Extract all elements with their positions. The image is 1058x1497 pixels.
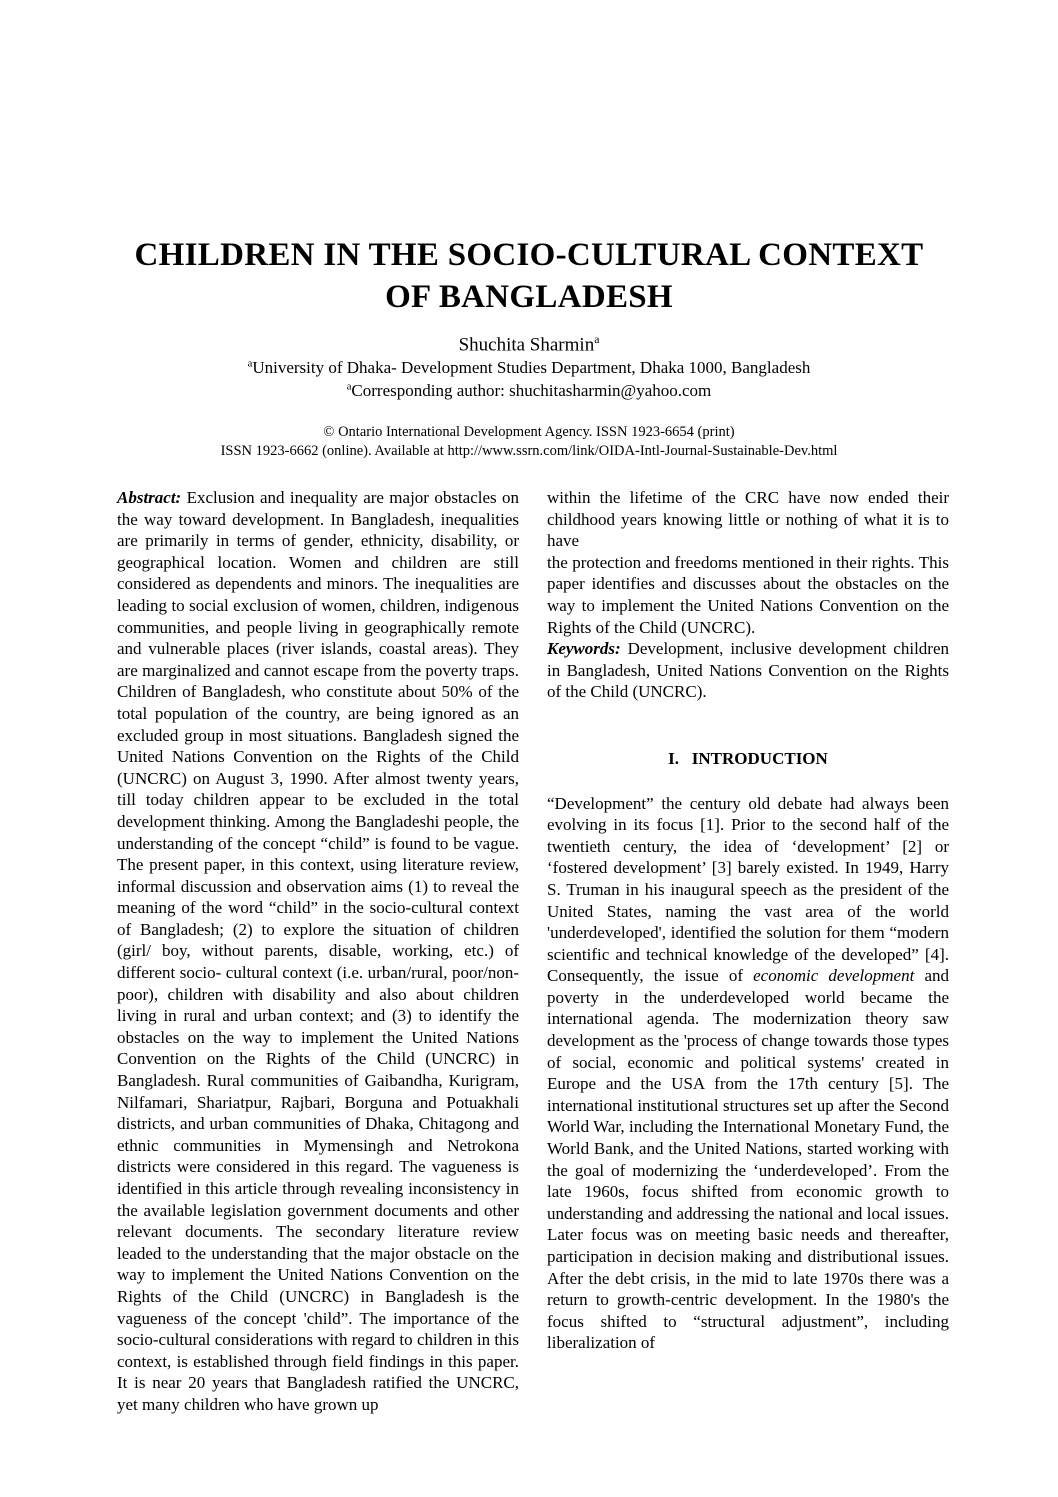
left-column — [117, 487, 519, 1416]
publisher-block — [0, 423, 1058, 461]
introduction-italic-phrase: economic development — [753, 966, 915, 986]
author-name: Shuchita Sharmin — [458, 334, 595, 356]
publisher-issn-online-url: ISSN 1923-6662 (online). Available at http://www.ssrn.com/link/OIDA-Intl-Journal-Sustainable-Dev.html — [220, 443, 838, 459]
abstract-paragraph — [117, 487, 519, 1416]
keywords-label: Keywords: — [547, 639, 621, 659]
author-affiliation-mark: a — [594, 333, 600, 346]
introduction-paragraph — [547, 793, 949, 1354]
introduction-text-before-italic: “Development” the century old debate had always been evolving in its focus [1]. Prior to the second half of the twentieth century, the idea of ‘development’ [2] or ‘fostered development’ [3] barely existed. In 1949, Harry S. Truman in his inaugural speech as the president of the United States, naming the vast area of the world 'underdeveloped', identified the solution for them “modern scientific and technical knowledge of the developed” [4]. Consequently, the issue of — [547, 793, 949, 986]
affiliation-line — [0, 358, 1058, 378]
abstract-label: Abstract: — [117, 488, 182, 507]
keywords-text: Development, inclusive development children in Bangladesh, United Nations Convention on the Rights of the Child (UNCRC). — [547, 639, 949, 702]
right-column — [547, 487, 949, 1354]
abstract-text: Exclusion and inequality are major obstacles on the way toward development. In Bangladesh, inequalities are primarily in terms of gender, ethnicity, disability, or geographical location. Women and children are still considered as dependents and minors. The inequalities are leading to social exclusion of women, children, indigenous communities, and people living in geographically remote and vulnerable places (river islands, coastal areas). They are marginalized and cannot escape from the poverty traps. Children of Bangladesh, who constitute about 50% of the total population of the country, are being ignored as an excluded group in most situations. Bangladesh signed the United Nations Convention on the Rights of the Child (UNCRC) on August 3, 1990. After almost twenty years, till today children appear to be excluded in the total development thinking. Among the Bangladeshi people, the understanding of the concept “child” is found to be vague. The present paper, in this context, using literature review, informal discussion and observation aims (1) to reveal the meaning of the word “child” in the socio-cultural context of Bangladesh; (2) to explore the situation of children (girl/ boy, without parents, disable, working, etc.) of different socio- cultural context (i.e. urban/rural, poor/non-poor), children with disability and also about children living in rural and urban context; and (3) to identify the obstacles on the way to implement the United Nations Convention on the Rights of the Child (UNCRC) in Bangladesh. Rural communities of Gaibandha, Kurigram, Nilfamari, Shariatpur, Rajbari, Borguna and Potuakhali districts, and urban communities of Dhaka, Chitagong and ethnic communities in Mymensingh and Netrokona districts were considered in this regard. The vagueness is identified in this article through revealing inconsistency in the available legislation government documents and other relevant documents. The secondary literature review leaded to the understanding that the major obstacle on the way to implement the United Nations Convention on the Rights of the Child (UNCRC) in Bangladesh is the vagueness of the concept 'child”. The importance of the socio-cultural considerations with regard to children in this context, is established through field findings in this paper. It is near 20 years that Bangladesh ratified the UNCRC, yet many children who have grown up — [117, 488, 519, 1414]
abstract-continuation-line: within the lifetime of the CRC have now ended their childhood years knowing little or nothing of what it is to have — [547, 488, 949, 551]
author-line — [0, 333, 1058, 356]
corresponding-text: Corresponding author: shuchitasharmin@yahoo.com — [351, 381, 712, 400]
paper-title: CHILDREN IN THE SOCIO-CULTURAL CONTEXT OF BANGLADESH — [134, 237, 924, 315]
publisher-copyright-issn-print: © Ontario International Development Agency. ISSN 1923-6654 (print) — [323, 424, 735, 440]
keywords-paragraph — [547, 638, 949, 703]
affiliation-mark: a — [247, 358, 253, 370]
section-heading-introduction: I. INTRODUCTION — [668, 748, 828, 768]
introduction-text-after-italic: and poverty in the underdeveloped world became the international agenda. The modernization theory saw development as the 'process of change towards those types of social, economic and political systems' created in Europe and the USA from the 17th century [5]. The international institutional structures set up after the Second World War, including the International Monetary Fund, the World Bank, and the United Nations, started working with the goal of modernizing the ‘underdeveloped’. From the late 1960s, focus shifted from economic growth to understanding and addressing the national and local issues. Later focus was on meeting basic needs and thereafter, participation in decision making and distributional issues. After the debt crisis, in the mid to late 1970s there was a return to growth-centric development. In the 1980's the focus shifted to “structural adjustment”, including liberalization of — [547, 966, 949, 1353]
affiliation-text: University of Dhaka- Development Studies Department, Dhaka 1000, Bangladesh — [252, 358, 811, 377]
corresponding-mark: a — [346, 381, 352, 393]
corresponding-author-line — [0, 381, 1058, 401]
abstract-continuation-paragraph: the protection and freedoms mentioned in their rights. This paper identifies and discusses about the obstacles on the way to implement the United Nations Convention on the Rights of the Child (UNCRC). — [547, 552, 949, 637]
